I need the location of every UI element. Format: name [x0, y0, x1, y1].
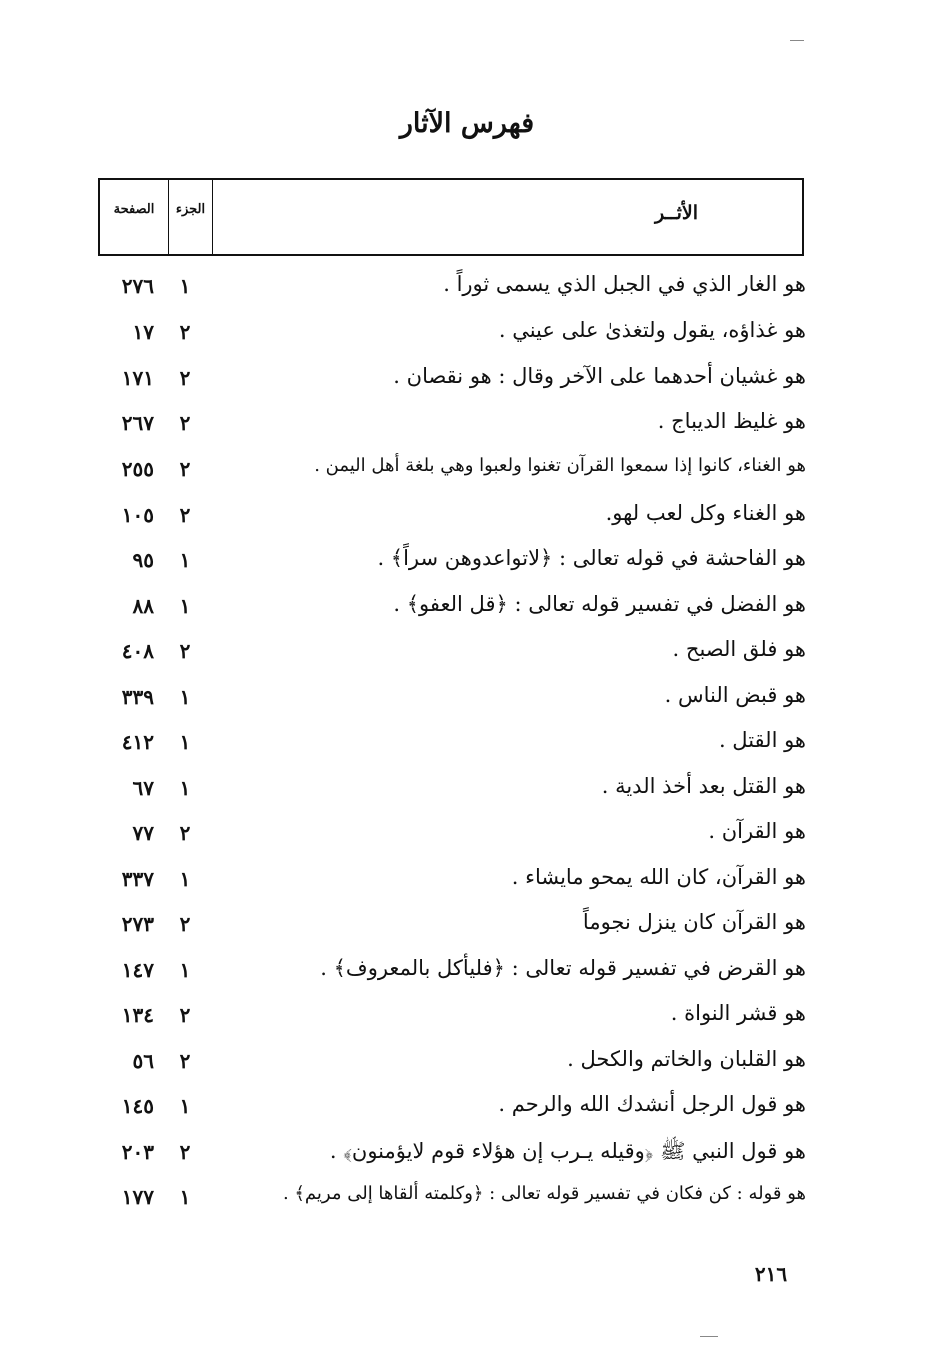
entry-part: ١ — [179, 548, 191, 572]
entry-page: ٢٦٧ — [121, 411, 154, 435]
entry-part: ٢ — [179, 320, 191, 344]
entry-page: ٥٦ — [132, 1049, 154, 1073]
entry-text: هو القرض في تفسير قوله تعالى : ﴿فليأكل بالمعروف﴾ . — [320, 956, 806, 980]
page-number: ٢١٦ — [754, 1262, 788, 1286]
entry-page: ٧٧ — [132, 821, 154, 845]
entry-text: هو فلق الصبح . — [672, 637, 806, 661]
entry-page: ٤١٢ — [121, 730, 154, 754]
header-page: الصفحة — [113, 202, 155, 217]
table-row — [0, 815, 934, 861]
table-row — [0, 952, 934, 998]
entry-text: هو الفاحشة في قوله تعالى : ﴿لاتواعدوهن سراً﴾ . — [377, 546, 806, 570]
entry-page: ١٧٧ — [121, 1185, 154, 1209]
entry-part: ١ — [179, 274, 191, 298]
table-row — [0, 1043, 934, 1089]
entry-text: هو قوله : كن فكان في تفسير قوله تعالى : ﴿وكلمته ألقاها إلى مريم﴾ . — [282, 1183, 806, 1204]
table-row — [0, 1134, 934, 1180]
entry-page: ٦٧ — [132, 776, 154, 800]
entry-text: هو القتل . — [718, 728, 806, 752]
entry-page: ٩٥ — [132, 548, 154, 572]
table-row — [0, 679, 934, 725]
entry-part: ٢ — [179, 411, 191, 435]
entry-part: ٢ — [179, 1049, 191, 1073]
entry-part: ٢ — [179, 1140, 191, 1164]
table-row — [0, 314, 934, 360]
column-divider — [168, 180, 169, 254]
entry-page: ٢٥٥ — [121, 457, 154, 481]
entry-text: هو القتل بعد أخذ الدية . — [601, 774, 806, 798]
table-row — [0, 1179, 934, 1225]
entry-part: ٢ — [179, 639, 191, 663]
entry-text: هو الغناء، كانوا إذا سمعوا القرآن تغنوا ولعبوا وهي بلغة أهل اليمن . — [314, 455, 806, 476]
entry-text: هو قبض الناس . — [664, 683, 806, 707]
entry-part: ٢ — [179, 366, 191, 390]
entry-text: هو الفضل في تفسير قوله تعالى : ﴿قل العفو﴾ . — [393, 592, 806, 616]
entry-part: ٢ — [179, 912, 191, 936]
page-title: فهرس الآثار — [399, 108, 535, 139]
entry-part: ١ — [179, 958, 191, 982]
table-row — [0, 770, 934, 816]
entry-text: هو غشيان أحدهما على الآخر وقال : هو نقصان . — [393, 364, 806, 388]
table-row — [0, 542, 934, 588]
entry-text: هو القرآن، كان الله يمحو مايشاء . — [511, 865, 806, 889]
entry-part: ١ — [179, 685, 191, 709]
entry-text: هو القرآن كان ينزل نجوماً — [582, 910, 806, 934]
entry-text: هو قول النبي ﷺ ﴿وقيله يـرب إن هؤلاء قوم لايؤمنون﴾ . — [329, 1139, 806, 1163]
entry-page: ٢٧٦ — [121, 274, 154, 298]
header-part: الجزء — [175, 202, 206, 217]
entry-part: ١ — [179, 776, 191, 800]
table-header — [98, 178, 804, 256]
column-divider — [212, 180, 213, 254]
table-row — [0, 360, 934, 406]
entry-text: هو قشر النواة . — [670, 1001, 806, 1025]
table-row — [0, 497, 934, 543]
entry-part: ١ — [179, 867, 191, 891]
entry-part: ٢ — [179, 503, 191, 527]
entry-text: هو القرآن . — [708, 819, 806, 843]
scan-speck — [790, 40, 804, 41]
entry-text: هو القلبان والخاتم والكحل . — [567, 1047, 806, 1071]
table-row — [0, 906, 934, 952]
entry-page: ١٤٧ — [121, 958, 154, 982]
table-row — [0, 268, 934, 314]
scan-speck — [700, 1336, 718, 1337]
entry-page: ٣٣٧ — [121, 867, 154, 891]
table-row — [0, 997, 934, 1043]
entry-text: هو الغار الذي في الجبل الذي يسمى ثوراً . — [443, 272, 806, 296]
entry-page: ٤٠٨ — [121, 639, 154, 663]
table-row — [0, 588, 934, 634]
entry-page: ١٤٥ — [121, 1094, 154, 1118]
entry-page: ١٧١ — [121, 366, 154, 390]
entry-page: ٨٨ — [132, 594, 154, 618]
table-row — [0, 451, 934, 497]
table-row — [0, 724, 934, 770]
header-athar: الأثــر — [654, 202, 698, 224]
entry-part: ٢ — [179, 1003, 191, 1027]
entry-text: هو قول الرجل أنشدك الله والرحم . — [498, 1092, 806, 1116]
entry-text: هو غليظ الديباج . — [657, 409, 806, 433]
table-row — [0, 633, 934, 679]
entry-part: ٢ — [179, 821, 191, 845]
entry-page: ١٣٤ — [121, 1003, 154, 1027]
entry-part: ١ — [179, 594, 191, 618]
entry-part: ١ — [179, 1185, 191, 1209]
entry-page: ٢٧٣ — [121, 912, 154, 936]
table-row — [0, 405, 934, 451]
entry-part: ٢ — [179, 457, 191, 481]
entry-page: ١٧ — [132, 320, 154, 344]
entry-page: ٢٠٣ — [121, 1140, 154, 1164]
entry-text: هو غذاؤه، يقول ولتغذىٰ على عيني . — [498, 318, 806, 342]
entry-part: ١ — [179, 1094, 191, 1118]
table-row — [0, 1088, 934, 1134]
entry-text: هو الغناء وكل لعب لهو. — [605, 501, 806, 525]
entry-page: ٣٣٩ — [121, 685, 154, 709]
entry-part: ١ — [179, 730, 191, 754]
table-row — [0, 861, 934, 907]
entry-page: ١٠٥ — [121, 503, 154, 527]
